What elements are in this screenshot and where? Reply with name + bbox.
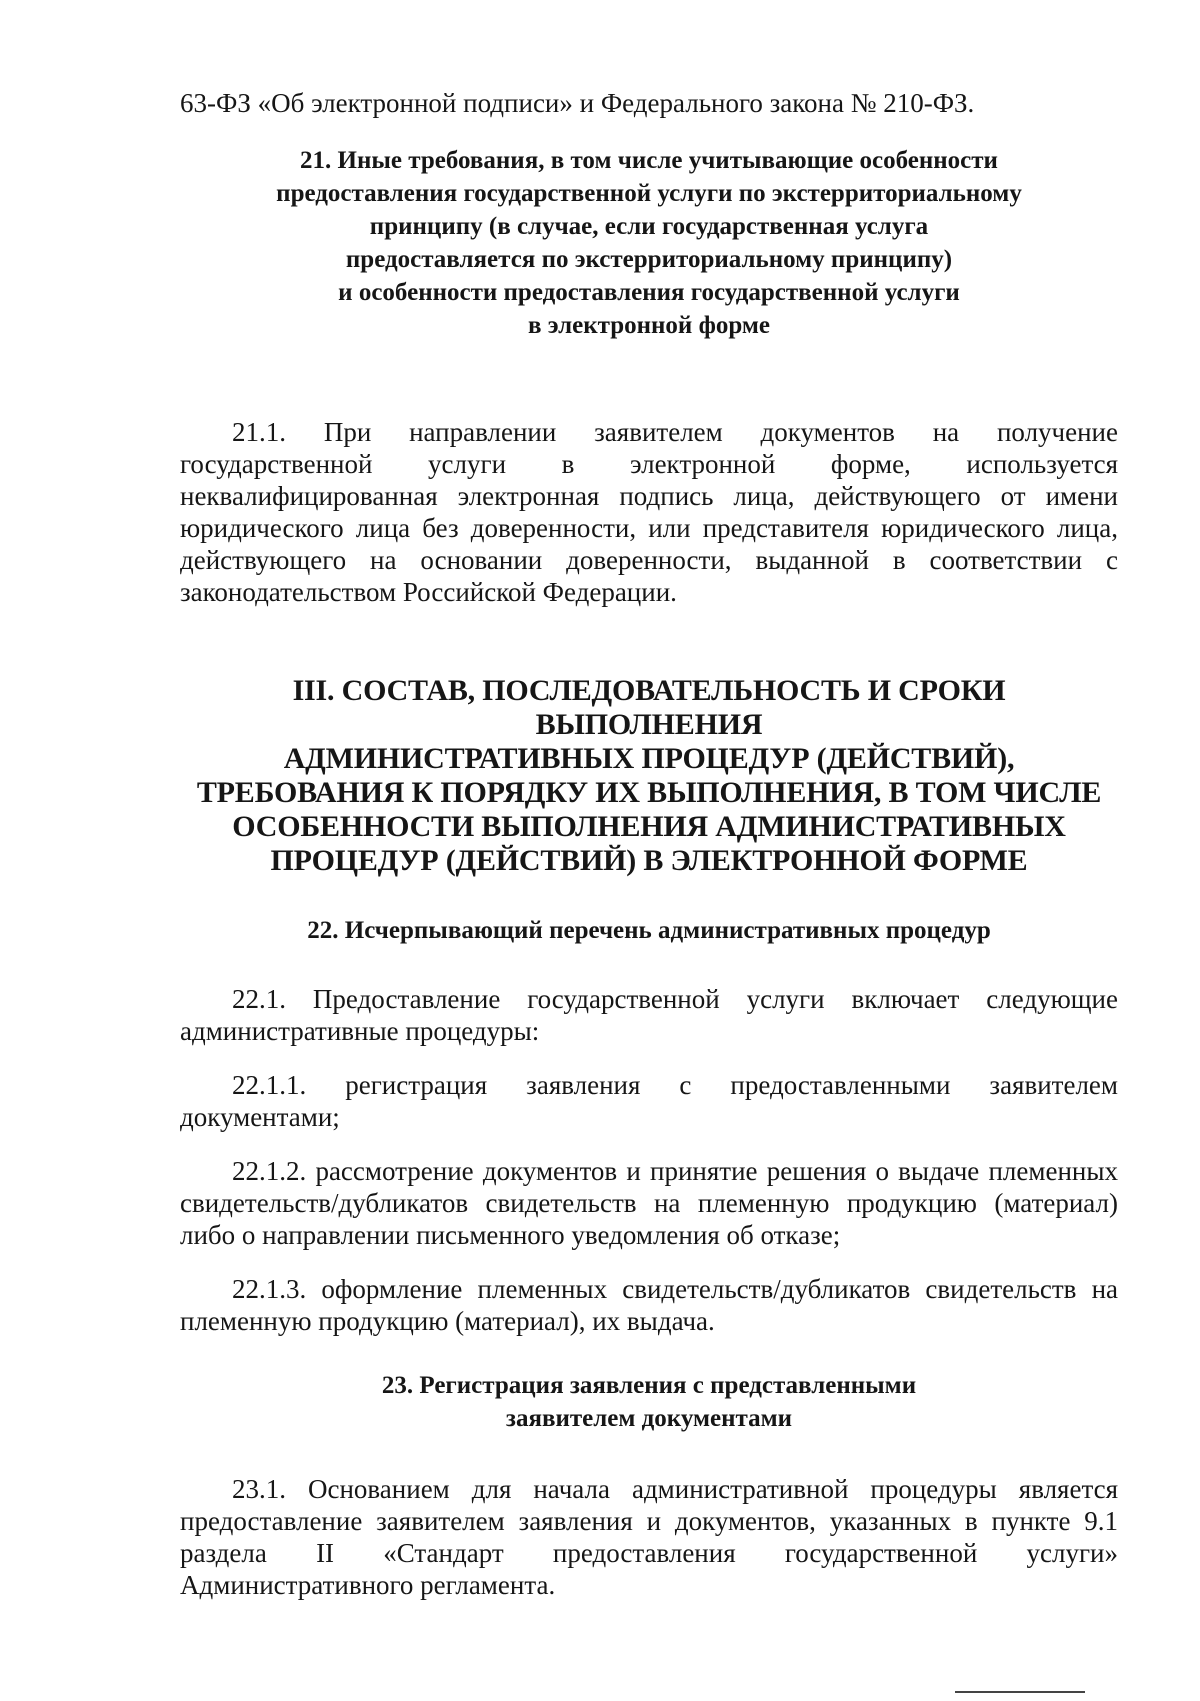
- paragraph-22-1-2: 22.1.2. рассмотрение документов и принятие решения о выдаче племенных свидетельств/дубликатов свидетельств на племенную продукцию (материал) либо о направлении письменного уведомления об отказе;: [180, 1156, 1118, 1250]
- heading-line: ПРОЦЕДУР (ДЕЙСТВИЙ) В ЭЛЕКТРОННОЙ ФОРМЕ: [270, 844, 1028, 877]
- heading-line: III. СОСТАВ, ПОСЛЕДОВАТЕЛЬНОСТЬ И СРОКИ ВЫПОЛНЕНИЯ: [292, 674, 1006, 741]
- part-3-heading: [180, 674, 1118, 878]
- heading-line: ОСОБЕННОСТИ ВЫПОЛНЕНИЯ АДМИНИСТРАТИВНЫХ: [232, 810, 1066, 843]
- heading-line: предоставляется по экстерриториальному принципу): [345, 246, 953, 273]
- heading-line: ТРЕБОВАНИЯ К ПОРЯДКУ ИХ ВЫПОЛНЕНИЯ, В ТОМ ЧИСЛЕ: [196, 776, 1102, 809]
- heading-line: 21. Иные требования, в том числе учитывающие особенности: [300, 147, 998, 174]
- heading-line: заявителем документами: [505, 1405, 793, 1432]
- document-body: [180, 84, 1118, 1601]
- paragraph-23-1: 23.1. Основанием для начала административной процедуры является предоставление заявителем заявления и документов, указанных в пункте 9.1 раздела II «Стандарт предоставления государственной услуги» Административного регламента.: [180, 1474, 1118, 1600]
- footer-rule: [955, 1691, 1085, 1693]
- section-23-heading: [180, 1369, 1118, 1435]
- heading-line: предоставления государственной услуги по экстерриториальному: [276, 180, 1022, 207]
- heading-line: принципу (в случае, если государственная услуга: [369, 213, 929, 240]
- heading-line: и особенности предоставления государственной услуги: [338, 279, 960, 306]
- heading-line: в электронной форме: [527, 312, 771, 339]
- continuation-line: 63-ФЗ «Об электронной подписи» и Федерального закона № 210-ФЗ.: [180, 88, 975, 118]
- paragraph-22-1-3: 22.1.3. оформление племенных свидетельств/дубликатов свидетельств на племенную продукцию (материал), их выдача.: [180, 1274, 1118, 1336]
- paragraph-22-1-1: 22.1.1. регистрация заявления с предоставленными заявителем документами;: [180, 1070, 1118, 1132]
- section-22-heading: 22. Исчерпывающий перечень административных процедур: [307, 917, 991, 944]
- heading-line: 23. Регистрация заявления с представленными: [381, 1372, 917, 1399]
- heading-line: АДМИНИСТРАТИВНЫХ ПРОЦЕДУР (ДЕЙСТВИЙ),: [283, 742, 1015, 775]
- paragraph-22-1: 22.1. Предоставление государственной услуги включает следующие административные процедуры:: [180, 984, 1118, 1046]
- section-21-heading: [180, 144, 1118, 342]
- paragraph-21-1: 21.1. При направлении заявителем документов на получение государственной услуги в электронной форме, используется неквалифицированная электронная подпись лица, действующего от имени юридического лица без доверенности, или представителя юридического лица, действующего на основании доверенности, выданной в соответствии с законодательством Российской Федерации.: [180, 417, 1118, 607]
